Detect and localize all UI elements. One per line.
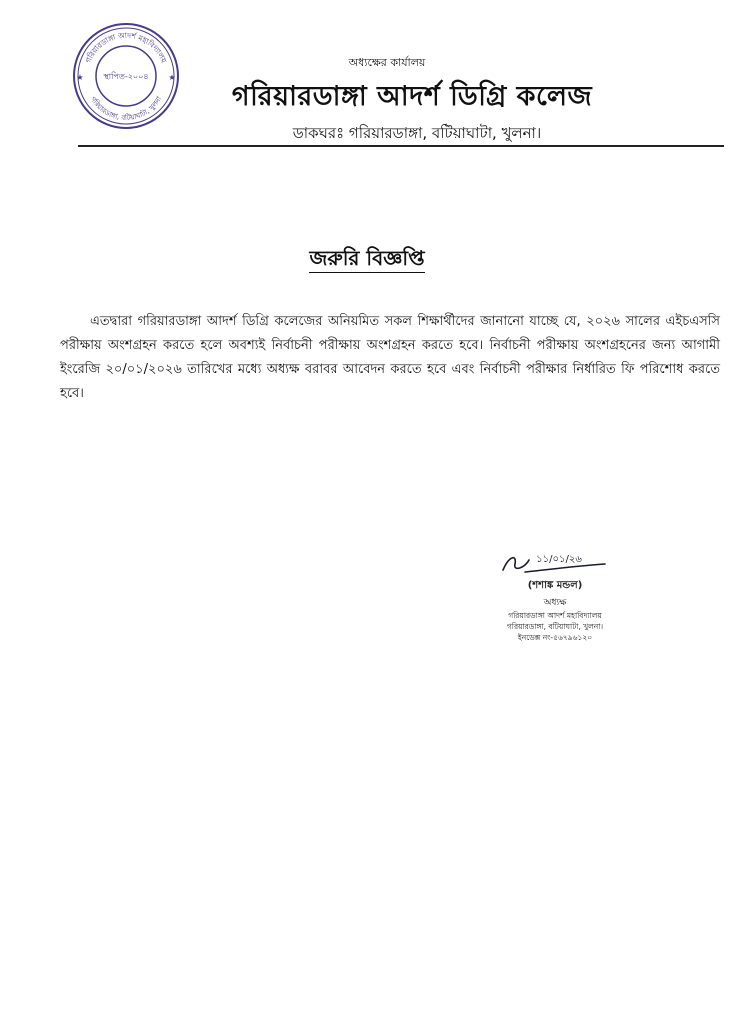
office-label: অধ্যক্ষের কার্যালয় bbox=[348, 56, 426, 69]
signature-block bbox=[470, 548, 640, 643]
signatory-index-number: ইনডেক্স নং-৫৬৭৯৬১২০ bbox=[517, 633, 593, 642]
notice-body bbox=[60, 310, 720, 406]
college-name: গরিয়ারডাঙ্গা আদর্শ ডিগ্রি কলেজ bbox=[231, 81, 593, 112]
signatory-title: অধ্যক্ষ bbox=[543, 598, 567, 608]
seal-center-text: স্থাপিত-২০০৪ bbox=[103, 72, 149, 81]
college-address: ডাকঘরঃ গরিয়ারডাঙ্গা, বটিয়াঘাটা, খুলনা। bbox=[292, 124, 542, 142]
signatory-name: (শশাঙ্ক মন্ডল) bbox=[527, 580, 583, 591]
notice-paragraph: এতদ্বারা গরিয়ারডাঙ্গা আদর্শ ডিগ্রি কলেজের অনিয়মিত সকল শিক্ষার্থীদের জানানো যাচ্ছে যে, ২০২৬ সালের এইচএসসি পরীক্ষায় অংশগ্রহন করতে হলে অবশ্যই নির্বাচনী পরীক্ষায় অংশগ্রহন করতে হবে। নির্বাচনী পরীক্ষায় অংশগ্রহনের জন্য আগামী ইংরেজি ২০/০১/২০২৬ তারিখের মধ্যে অধ্যক্ষ বরাবর আবেদন করতে হবে এবং নির্বাচনী পরীক্ষার নির্ধারিত ফি পরিশোধ করতে হবে। bbox=[60, 314, 720, 401]
handwritten-signature-icon bbox=[495, 548, 615, 578]
svg-text:★: ★ bbox=[168, 73, 176, 82]
svg-text:★: ★ bbox=[76, 73, 84, 82]
notice-title: জরুরি বিজ্ঞপ্তি bbox=[309, 246, 424, 273]
header-divider bbox=[78, 145, 724, 147]
signature-date: ১১/০১/২৬ bbox=[536, 554, 582, 565]
notice-title-wrapper bbox=[0, 244, 734, 277]
signatory-institution: গরিয়ারডাঙ্গা আদর্শ মহাবিদ্যালয় bbox=[508, 611, 602, 620]
seal-top-text: গরিয়ারডাঙ্গা আদর্শ মহাবিদ্যালয় bbox=[83, 30, 169, 65]
seal-bottom-text: গরিয়ারডাঙ্গা, বটিয়াঘাটা, খুলনা bbox=[88, 95, 164, 123]
signatory-location: গরিয়ারডাঙ্গা, বটিয়াঘাটা, খুলনা। bbox=[506, 622, 604, 631]
